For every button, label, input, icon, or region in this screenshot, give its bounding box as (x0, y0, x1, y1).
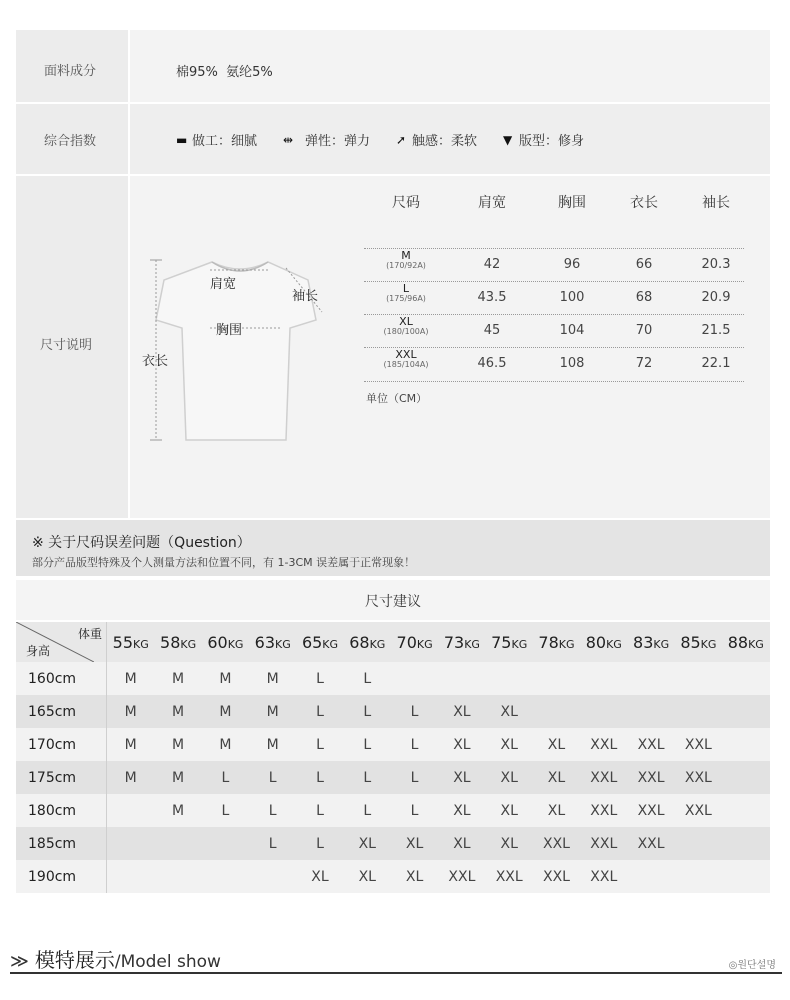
size-cell (722, 761, 769, 794)
weight-header: 65KG (296, 622, 343, 662)
double-chevron-icon: ≫ (10, 951, 29, 972)
size-cell: XXL (533, 860, 580, 893)
size-cell: XXL (627, 728, 674, 761)
size-cell (722, 728, 769, 761)
size-shoulder: 45 (483, 323, 501, 338)
size-cell: XL (486, 728, 533, 761)
size-length: 72 (635, 356, 653, 371)
size-advice-table (16, 622, 770, 893)
size-cell: L (249, 761, 296, 794)
size-cell (391, 662, 438, 695)
size-cell (202, 827, 249, 860)
size-cell: M (107, 761, 155, 794)
size-cell: XL (438, 827, 485, 860)
attr-touch-text: 触感：柔软 (412, 134, 478, 149)
question-title: ※ 关于尺码误差问题（Question） (32, 535, 251, 551)
size-cell (438, 662, 485, 695)
size-row (364, 248, 744, 282)
heading-divider (10, 972, 782, 974)
size-cell: L (391, 695, 438, 728)
size-cell: XXL (675, 728, 722, 761)
header-chest: 胸围 (558, 195, 586, 211)
weight-axis-label: 体重 (77, 627, 102, 641)
size-name-cell (376, 317, 436, 337)
size-name: XL (399, 315, 413, 328)
weight-header: 85KG (675, 622, 722, 662)
size-spec: (170/92A) (386, 261, 426, 270)
shirt-bar-icon: ▬ (176, 132, 188, 147)
size-cell (154, 860, 201, 893)
size-cell (675, 827, 722, 860)
size-length: 66 (635, 257, 653, 272)
size-cell: XL (533, 761, 580, 794)
size-cell: L (391, 728, 438, 761)
size-cell (675, 860, 722, 893)
header-length: 衣长 (630, 195, 658, 211)
size-chest: 96 (563, 257, 581, 272)
attr-workmanship-text: 做工：细腻 (192, 134, 258, 149)
weight-header: 58KG (154, 622, 201, 662)
size-cell: L (344, 728, 391, 761)
weight-header: 88KG (722, 622, 769, 662)
size-cell (627, 860, 674, 893)
size-cell (486, 662, 533, 695)
size-cell: XXL (580, 728, 627, 761)
size-cell: XXL (580, 827, 627, 860)
size-cell: XL (391, 827, 438, 860)
size-cell: L (296, 662, 343, 695)
size-cell (580, 695, 627, 728)
size-row (364, 281, 744, 315)
size-cell: XXL (533, 827, 580, 860)
size-cell: XXL (580, 794, 627, 827)
size-name: L (402, 282, 410, 295)
size-cell: L (344, 794, 391, 827)
attr-fit-text: 版型：修身 (519, 134, 585, 149)
size-cell: XL (486, 794, 533, 827)
size-cell (154, 827, 201, 860)
diagram-shoulder-label: 肩宽 (210, 277, 237, 292)
size-cell: XXL (675, 794, 722, 827)
weight-header: 73KG (438, 622, 485, 662)
size-cell: XXL (438, 860, 485, 893)
height-cell: 165cm (16, 695, 107, 728)
fabric-label: 面料成分 (44, 64, 97, 79)
model-show-title-cn: 模特展示 (34, 948, 115, 972)
size-cell: L (344, 761, 391, 794)
diagram-length-label: 衣长 (142, 354, 169, 369)
size-cell: XXL (627, 761, 674, 794)
size-cell: M (249, 662, 296, 695)
size-cell: M (154, 728, 201, 761)
size-cell (533, 695, 580, 728)
size-cell: XXL (627, 827, 674, 860)
size-cell: L (296, 761, 343, 794)
size-unit: 单位（CM） (366, 392, 428, 405)
header-sleeve: 袖长 (702, 195, 730, 211)
weight-header: 75KG (486, 622, 533, 662)
attr-fit (503, 130, 584, 149)
size-cell: M (202, 662, 249, 695)
size-cell: XL (438, 794, 485, 827)
size-sleeve: 21.5 (701, 323, 731, 338)
size-cell: XXL (675, 761, 722, 794)
size-cell: M (107, 728, 155, 761)
header-size: 尺码 (392, 195, 420, 211)
size-cell: M (202, 728, 249, 761)
size-cell: M (249, 728, 296, 761)
table-row (16, 761, 770, 794)
table-row (16, 827, 770, 860)
size-cell: M (202, 695, 249, 728)
size-name-cell (376, 251, 436, 271)
size-cell: XL (391, 860, 438, 893)
table-row (16, 728, 770, 761)
index-attributes (176, 130, 610, 149)
size-cell: L (296, 794, 343, 827)
size-chest: 108 (559, 356, 585, 371)
size-cell (722, 695, 769, 728)
size-cell (722, 860, 769, 893)
weight-header-row (16, 622, 770, 662)
size-cell: L (391, 761, 438, 794)
size-cell (722, 827, 769, 860)
size-cell: XL (486, 695, 533, 728)
table-row (16, 695, 770, 728)
tshirt-icon: ▼ (503, 132, 513, 147)
table-row (16, 860, 770, 893)
height-cell: 185cm (16, 827, 107, 860)
size-cell (580, 662, 627, 695)
size-sleeve: 20.3 (701, 257, 731, 272)
size-shoulder: 43.5 (477, 290, 507, 305)
feather-icon: ➚ (396, 132, 407, 147)
size-cell (107, 794, 155, 827)
size-cell: M (154, 662, 201, 695)
attr-touch (396, 130, 477, 149)
size-label: 尺寸说明 (40, 338, 93, 353)
size-cell: XL (486, 761, 533, 794)
size-cell (675, 662, 722, 695)
table-row (16, 662, 770, 695)
size-name-cell (376, 350, 436, 370)
size-cell (533, 662, 580, 695)
size-cell: XL (533, 794, 580, 827)
size-cell: L (344, 662, 391, 695)
height-cell: 170cm (16, 728, 107, 761)
size-cell (202, 860, 249, 893)
size-spec: (185/104A) (383, 360, 429, 369)
size-cell: L (249, 794, 296, 827)
brand-mark: ◎원단설명 (728, 960, 776, 971)
size-cell: XL (486, 827, 533, 860)
fabric-value: 棉95% 氨纶5% (176, 65, 273, 80)
size-cell: XXL (580, 860, 627, 893)
attr-elasticity (283, 130, 370, 149)
index-label: 综合指数 (44, 134, 97, 149)
size-cell: XXL (580, 761, 627, 794)
size-name: XXL (395, 348, 417, 361)
height-axis-label: 身高 (26, 644, 51, 658)
size-sleeve: 22.1 (701, 356, 731, 371)
size-cell (107, 860, 155, 893)
size-cell: M (107, 662, 155, 695)
attr-elasticity-text: 弹性：弹力 (305, 134, 371, 149)
size-cell (627, 695, 674, 728)
size-length: 70 (635, 323, 653, 338)
size-cell: M (107, 695, 155, 728)
height-cell: 180cm (16, 794, 107, 827)
weight-header: 68KG (344, 622, 391, 662)
size-cell: XL (296, 860, 343, 893)
size-length: 68 (635, 290, 653, 305)
size-spec: (175/96A) (386, 294, 426, 303)
corner-cell (16, 622, 107, 662)
size-cell: M (154, 695, 201, 728)
size-cell: L (296, 827, 343, 860)
size-row (364, 347, 744, 382)
size-cell: L (202, 761, 249, 794)
size-cell: L (296, 728, 343, 761)
advice-title: 尺寸建议 (365, 594, 421, 610)
size-shoulder: 46.5 (477, 356, 507, 371)
weight-header: 83KG (627, 622, 674, 662)
header-shoulder: 肩宽 (478, 195, 506, 211)
size-shoulder: 42 (483, 257, 501, 272)
size-sleeve: 20.9 (701, 290, 731, 305)
size-cell: XL (344, 827, 391, 860)
size-row (364, 314, 744, 348)
size-cell: L (202, 794, 249, 827)
size-cell (675, 695, 722, 728)
weight-header: 80KG (580, 622, 627, 662)
attr-workmanship (176, 130, 257, 149)
size-cell (249, 860, 296, 893)
size-cell: M (154, 761, 201, 794)
weight-header: 70KG (391, 622, 438, 662)
height-cell: 175cm (16, 761, 107, 794)
model-show-heading (10, 944, 221, 973)
weight-header: 55KG (107, 622, 155, 662)
size-cell (107, 827, 155, 860)
model-show-title-en: /Model show (114, 952, 221, 972)
size-cell: L (296, 695, 343, 728)
size-cell: M (154, 794, 201, 827)
weight-header: 63KG (249, 622, 296, 662)
size-cell: XL (438, 728, 485, 761)
tshirt-diagram (140, 250, 340, 450)
size-cell: XL (344, 860, 391, 893)
size-chest: 100 (559, 290, 585, 305)
size-cell: XL (438, 695, 485, 728)
size-cell (627, 662, 674, 695)
weight-header: 78KG (533, 622, 580, 662)
size-cell (722, 794, 769, 827)
size-cell: L (391, 794, 438, 827)
size-name-cell (376, 284, 436, 304)
size-cell: XL (438, 761, 485, 794)
size-cell: XXL (627, 794, 674, 827)
size-cell: XL (533, 728, 580, 761)
size-name: M (401, 249, 411, 262)
size-cell: L (249, 827, 296, 860)
size-cell: M (249, 695, 296, 728)
height-cell: 160cm (16, 662, 107, 695)
diagram-chest-label: 胸围 (216, 323, 243, 338)
table-row (16, 794, 770, 827)
size-cell (722, 662, 769, 695)
size-chest: 104 (559, 323, 585, 338)
size-spec: (180/100A) (383, 327, 429, 336)
weight-header: 60KG (202, 622, 249, 662)
question-text: 部分产品版型特殊及个人测量方法和位置不同，有 1-3CM 误差属于正常现象！ (32, 556, 416, 569)
size-cell: XXL (486, 860, 533, 893)
size-cell: L (344, 695, 391, 728)
stretch-icon: ⇹ (283, 132, 294, 147)
height-cell: 190cm (16, 860, 107, 893)
diagram-sleeve-label: 袖长 (292, 289, 319, 304)
